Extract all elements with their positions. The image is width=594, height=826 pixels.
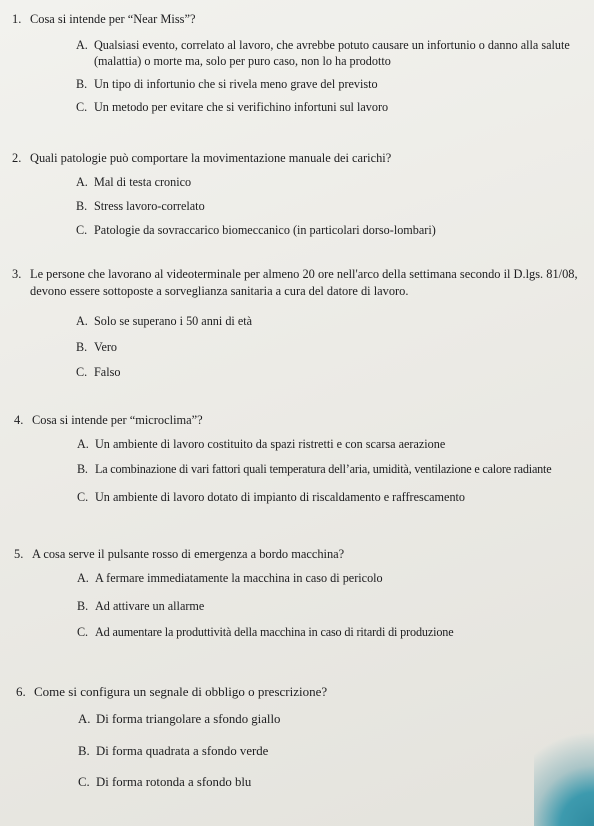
- question-number: 1.: [12, 12, 22, 26]
- option-letter: A.: [76, 314, 88, 328]
- question-text: A cosa serve il pulsante rosso di emergenza a bordo macchina?: [32, 547, 345, 561]
- option-letter: B.: [76, 199, 88, 213]
- question-number: 3.: [12, 267, 22, 281]
- corner-shadow: [534, 706, 594, 826]
- question-text: Quali patologie può comportare la movimentazione manuale dei carichi?: [30, 151, 392, 165]
- question-text: Cosa si intende per “Near Miss”?: [30, 12, 196, 26]
- question-text: Cosa si intende per “microclima”?: [32, 413, 203, 427]
- option-letter: A.: [76, 175, 88, 189]
- option-text: Mal di testa cronico: [94, 175, 192, 189]
- option-letter: C.: [76, 223, 88, 237]
- question-number: 2.: [12, 151, 22, 165]
- option-letter: B.: [77, 462, 88, 476]
- option-letter: C.: [77, 625, 88, 639]
- option-text: Di forma triangolare a sfondo giallo: [96, 712, 281, 726]
- option-text: Un metodo per evitare che si verifichino infortuni sul lavoro: [94, 100, 389, 114]
- option-text: Vero: [94, 340, 118, 354]
- option-letter: A.: [77, 571, 89, 585]
- option-letter: C.: [78, 775, 90, 789]
- option-text: Solo se superano i 50 anni di età: [94, 314, 253, 328]
- option-letter: A.: [77, 437, 89, 451]
- option-letter: A.: [78, 712, 91, 726]
- option-letter: B.: [76, 77, 88, 91]
- question-number: 5.: [14, 547, 24, 561]
- option-text: Un ambiente di lavoro costituito da spazi ristretti e con scarsa aerazione: [95, 437, 446, 451]
- option-text: Ad attivare un allarme: [95, 599, 205, 613]
- option-text: Falso: [94, 365, 121, 379]
- option-text: Ad aumentare la produttività della macchina in caso di ritardi di produzione: [95, 625, 454, 639]
- option-text: Patologie da sovraccarico biomeccanico (in particolari dorso-lombari): [94, 223, 436, 237]
- option-text: Un ambiente di lavoro dotato di impianto di riscaldamento e raffrescamento: [95, 490, 466, 504]
- option-letter: C.: [76, 365, 88, 379]
- option-letter: B.: [78, 744, 90, 758]
- option-text: La combinazione di vari fattori quali temperatura dell’aria, umidità, ventilazione e calore radiante: [95, 462, 552, 476]
- option-letter: A.: [76, 38, 88, 52]
- option-text: Di forma quadrata a sfondo verde: [96, 744, 269, 758]
- option-text: Stress lavoro-correlato: [94, 199, 205, 213]
- option-letter: C.: [77, 490, 89, 504]
- option-letter: B.: [76, 340, 88, 354]
- question-number: 4.: [14, 413, 24, 427]
- question-text: Le persone che lavorano al videoterminale per almeno 20 ore nell'arco della settimana secondo il D.lgs. 81/08, devono essere sottoposte a sorveglianza sanitaria a cura del datore di lavoro.: [30, 267, 578, 298]
- option-text: Qualsiasi evento, correlato al lavoro, che avrebbe potuto causare un infortunio o danno alla salute (malattia) o morte ma, solo per puro caso, non lo ha prodotto: [94, 38, 570, 68]
- option-text: Di forma rotonda a sfondo blu: [96, 775, 252, 789]
- question-text: Come si configura un segnale di obbligo o prescrizione?: [34, 684, 328, 699]
- option-letter: B.: [77, 599, 89, 613]
- option-letter: C.: [76, 100, 88, 114]
- option-text: Un tipo di infortunio che si rivela meno grave del previsto: [94, 77, 378, 91]
- option-text: A fermare immediatamente la macchina in caso di pericolo: [95, 571, 383, 585]
- question-number: 6.: [16, 684, 26, 699]
